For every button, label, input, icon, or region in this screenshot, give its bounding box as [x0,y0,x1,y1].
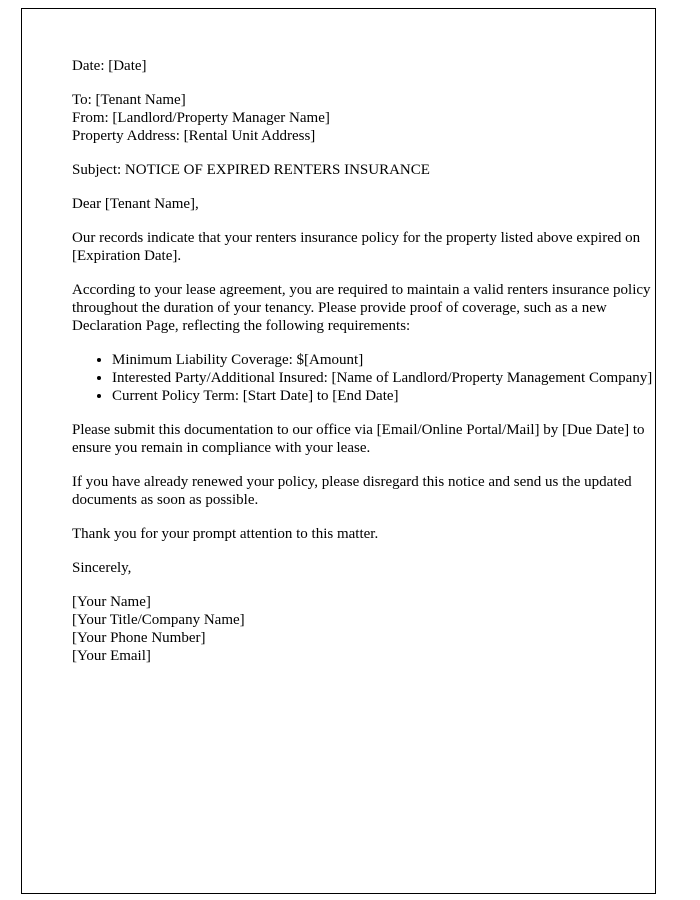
paragraph-lease-requirement: According to your lease agreement, you are required to maintain a valid renters insurance policy throughout the duration of your tenancy. Please provide proof of coverage, such as a new Declaration Page, reflecting the following requirements: [72,282,651,334]
signature-name: [Your Name] [72,594,151,610]
date-line: Date: [Date] [72,58,147,74]
paragraph-submission-instructions: Please submit this documentation to our office via [Email/Online Portal/Mail] by [Due Date] to ensure you remain in compliance with your lease. [72,422,645,456]
requirement-item-policy-term: • Current Policy Term: [Start Date] to [End Date] [112,387,658,405]
to-line: To: [Tenant Name] [72,92,186,108]
signature-title-company: [Your Title/Company Name] [72,612,245,628]
requirement-item-interested-party: • Interested Party/Additional Insured: [Name of Landlord/Property Management Company] [112,369,658,387]
paragraph-already-renewed: If you have already renewed your policy, please disregard this notice and send us the updated documents as soon as possible. [72,474,632,508]
signature-block [72,593,658,665]
letter-page [21,8,656,894]
subject-line: Subject: NOTICE OF EXPIRED RENTERS INSURANCE [72,162,430,178]
date-block [72,57,658,75]
from-line: From: [Landlord/Property Manager Name] [72,110,330,126]
closing-line: Sincerely, [72,560,132,576]
requirements-list [72,351,658,405]
requirement-item-liability: • Minimum Liability Coverage: $[Amount] [112,351,658,369]
salutation-line: Dear [Tenant Name], [72,196,199,212]
recipient-block [72,91,658,145]
signature-email: [Your Email] [72,648,151,664]
paragraph-thank-you: Thank you for your prompt attention to this matter. [72,526,379,542]
salutation-block [72,195,658,213]
paragraph-expired-notice: Our records indicate that your renters insurance policy for the property listed above expired on [Expiration Date]. [72,230,641,264]
letter-body [72,57,658,681]
closing-block [72,559,658,577]
property-address-line: Property Address: [Rental Unit Address] [72,128,316,144]
signature-phone: [Your Phone Number] [72,630,206,646]
subject-block [72,161,658,179]
